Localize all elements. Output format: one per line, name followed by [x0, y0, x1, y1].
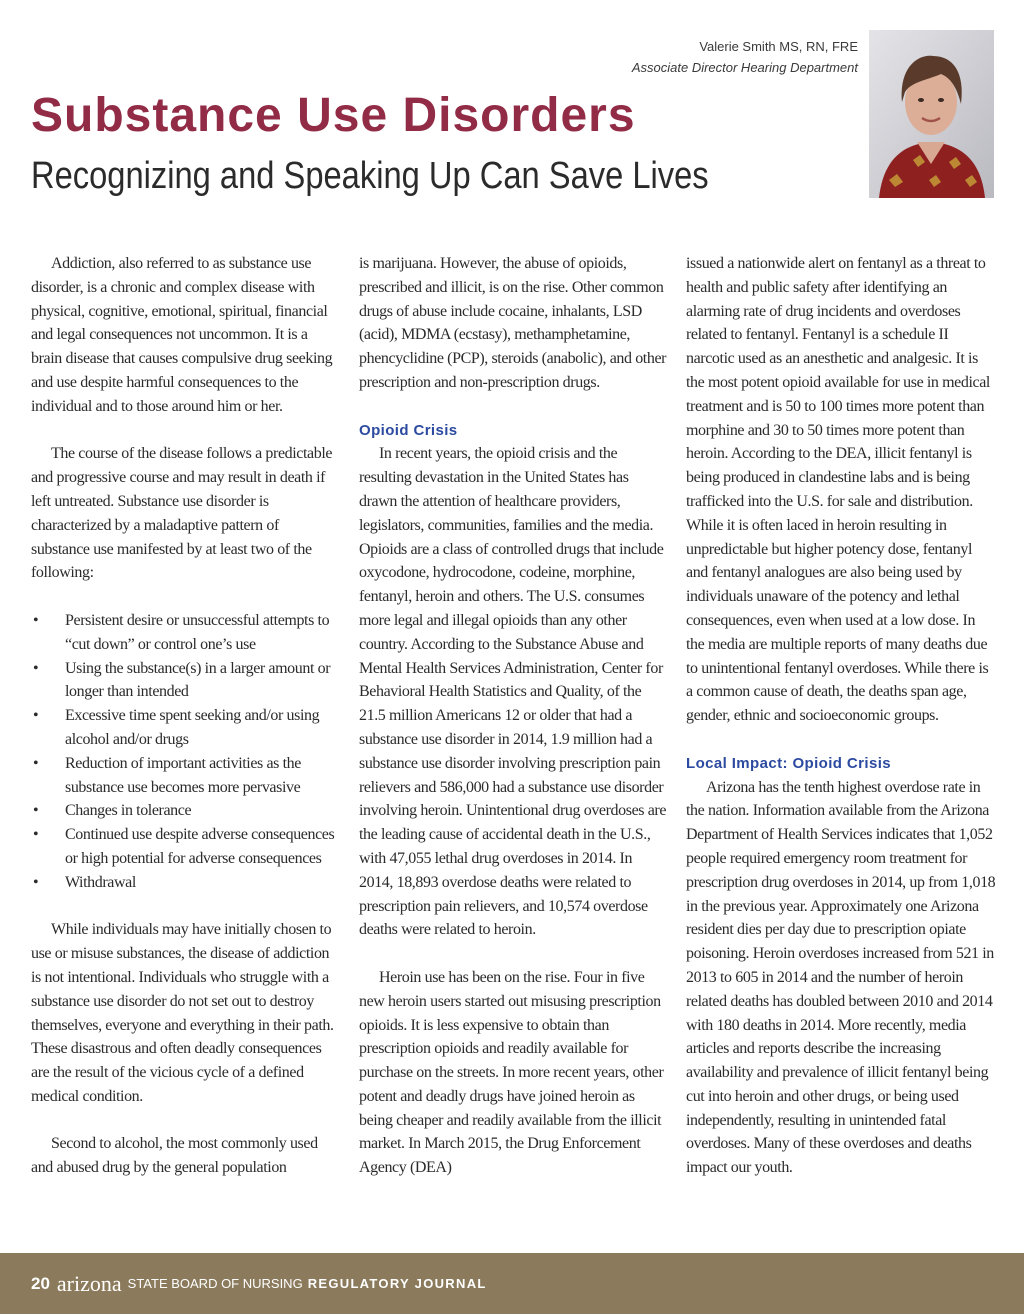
paragraph: is marijuana. However, the abuse of opioids, prescribed and illicit, is on the rise. Other common drugs of abuse include cocaine, inhalants, LSD (acid), MDMA (ecstasy), methamphetamine, phencyclidine (PCP), steroids (anabolic), and other prescription and non-prescription drugs.	[359, 255, 667, 391]
page-subtitle: Recognizing and Speaking Up Can Save Lives	[31, 155, 709, 197]
author-name: Valerie Smith MS, RN, FRE	[699, 39, 858, 54]
paragraph: Heroin use has been on the rise. Four in five new heroin users started out misusing prescription opioids. It is less expensive to obtain than prescription opioids and readily available for purchase on the streets. In more recent years, other potent and deadly drugs have joined heroin as being cheaper and readily available from the illicit market. In March 2015, the Drug Enforcement Agency (DEA)	[359, 968, 664, 1177]
paragraph: Addiction, also referred to as substance use disorder, is a chronic and complex disease with physical, cognitive, emotional, spiritual, financial and legal consequences not uncommon. It is a brain disease that causes compulsive drug seeking and use despite harmful consequences to the individual and to those around him or her.	[31, 255, 333, 415]
section-heading-local-impact: Local Impact: Opioid Crisis	[686, 754, 892, 772]
author-role: Associate Director Hearing Department	[631, 60, 858, 75]
page-title: Substance Use Disorders	[31, 89, 636, 142]
brand-logo-text: arizona	[56, 1270, 122, 1296]
list-item: • Continued use despite adverse consequences or high potential for adverse consequences	[31, 823, 341, 871]
paragraph: In recent years, the opioid crisis and the resulting devastation in the United States has drawn the attention of healthcare providers, legislators, communities, families and the media. Opioids are a class of controlled drugs that include oxycodone, hydrocodone, codeine, morphine, fentanyl, heroin and others. The U.S. consumes more legal and illegal opioids than any other country. According to the Substance Abuse and Mental Health Services Administration, Center for Behavioral Health Statistics and Quality, of the 21.5 million Americans 12 or older that had a substance use disorder in 2014, 1.9 million had a substance use disorder involving prescription pain relievers and 586,000 had a substance use disorder involving heroin. Unintentional drug overdoses are the leading cause of accidental death in the U.S., with 47,055 lethal drug overdoses in 2014. In 2014, 18,893 overdose deaths were related to prescription pain relievers, and 10,574 overdose deaths were related to heroin.	[359, 445, 667, 939]
list-item: • Reduction of important activities as the substance use becomes more pervasive	[31, 752, 341, 800]
criteria-list	[31, 609, 341, 895]
page-number: 20	[31, 1273, 50, 1293]
section-heading-opioid-crisis: Opioid Crisis	[359, 421, 458, 439]
list-item: • Persistent desire or unsuccessful attempts to “cut down” or control one’s use	[31, 609, 341, 657]
list-item: • Using the substance(s) in a larger amount or longer than intended	[31, 657, 341, 705]
paragraph: issued a nationwide alert on fentanyl as a threat to health and public safety after identifying an alarming rate of drug incidents and overdoses related to fentanyl. Fentanyl is a schedule II narcotic used as an anesthetic and analgesic. It is the most potent opioid available for use in medical treatment and is 50 to 100 times more potent than morphine and 30 to 50 times more potent than heroin. According to the DEA, illicit fentanyl is being produced in clandestine labs and is being trafficked into the U.S. for sale and distribution. While it is often laced in heroin resulting in unpredictable but higher potency dose, fentanyl and fentanyl analogues are also being used by individuals unaware of the potency and lethal consequences, even when used at a low dose. In the media are multiple reports of many deaths due to unintentional fentanyl overdoses. While there is a common cause of death, the deaths span age, gender, ethnic and socioeconomic groups.	[686, 255, 990, 725]
paragraph: Arizona has the tenth highest overdose rate in the nation. Information available from the Arizona Department of Health Services indicates that 1,052 people required emergency room treatment for prescription drug overdoses in 2014, up from 1,018 in the previous year. Approximately one Arizona resident dies per day due to prescription opiate poisoning. Heroin overdoses increased from 521 in 2013 to 605 in 2014 and the number of heroin related deaths has doubled between 2010 and 2014 with 180 deaths in 2014. More recently, media articles and reports describe the increasing availability and prevalence of illicit fentanyl being cut into heroin and other drugs, or being used independently, resulting in unintended fatal overdoses. Many of these overdoses and deaths impact our youth.	[686, 778, 996, 1177]
author-portrait-icon	[869, 30, 994, 198]
list-item: • Changes in tolerance	[31, 799, 341, 823]
article-column-1	[31, 252, 341, 1204]
page-footer	[0, 1253, 1024, 1314]
author-info	[632, 36, 858, 78]
paragraph: Second to alcohol, the most commonly used and abused drug by the general population	[31, 1135, 318, 1177]
board-name: STATE BOARD OF NURSING	[127, 1276, 303, 1291]
list-item: • Withdrawal	[31, 871, 341, 895]
paragraph: The course of the disease follows a predictable and progressive course and may result in death if left untreated. Substance use disorder is characterized by a maladaptive pattern of substance use manifested by at least two of the following:	[31, 445, 333, 582]
paragraph: While individuals may have initially chosen to use or misuse substances, the disease of addiction is not intentional. Individuals who struggle with a substance use disorder do not set out to destroy themselves, everyone and everything in their path. These disastrous and often deadly consequences are the result of the vicious cycle of a defined medical condition.	[31, 921, 334, 1105]
article-column-3	[686, 252, 996, 1204]
journal-name: REGULATORY JOURNAL	[307, 1276, 487, 1291]
author-photo	[869, 30, 994, 198]
list-item: • Excessive time spent seeking and/or using alcohol and/or drugs	[31, 704, 341, 752]
article-column-2	[359, 252, 669, 1204]
